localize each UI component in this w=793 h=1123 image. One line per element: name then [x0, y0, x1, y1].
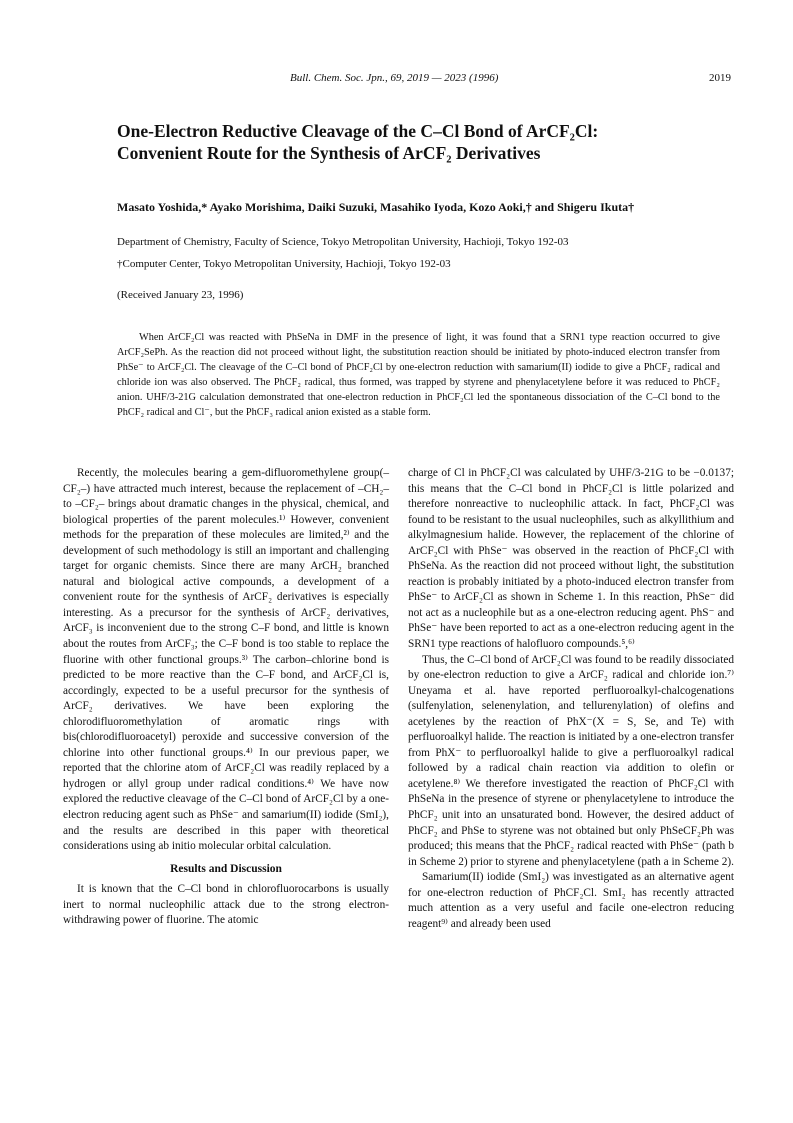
affiliation-2: †Computer Center, Tokyo Metropolitan University, Hachioji, Tokyo 192-03	[117, 258, 451, 270]
title-line-2: Convenient Route for the Synthesis of ArCF₂ Derivatives	[117, 143, 541, 163]
page-number: 2019	[709, 72, 731, 84]
results-paragraph-2: Thus, the C–Cl bond of ArCF₂Cl was found to be readily dissociated by one-electron reduction to give a ArCF₂ radical and chloride ion.⁷⁾ Uneyama et al. have reported perfluoroalkyl-chalcogenations (sulfenylation, selenenylation, and tellurenylation) of olefins and acetylenes by the reaction of PhX⁻(X = S, Se, and Te) with perfluoroalkyl halide. The reaction is initiated by a one-electron transfer from PhX⁻ to perfluoroalkyl halide to give a perfluoroalkyl radical followed by a radical chain reaction via addition to olefin or acetylene.⁸⁾ We therefore investigated the reaction of PhCF₂Cl with PhSeNa in the presence of styrene or phenylacetylene to introduce the PhCF₂ unit into an unsaturated bond. However, the desired adduct of PhCF₂ and PhSe to styrene was not obtained but only PhSeCF₂Ph was produced; this means that the PhCF₂ radical reacted with PhSe⁻ (path b in Scheme 2) prior to styrene and phenylacetylene (path a in Scheme 2).	[408, 653, 735, 868]
results-paragraph-3: Samarium(II) iodide (SmI₂) was investigated as an alternative agent for one-electron reduction of PhCF₂Cl. SmI₂ has recently attracted much attention as a very useful and facile one-electron reducing reagent⁹⁾ and already been used	[408, 871, 734, 930]
results-paragraph-1-continued: charge of Cl in PhCF₂Cl was calculated by UHF/3-21G to be −0.0137; this means that the C–Cl bond in PhCF₂Cl is little polarized and therefore nonreactive to nucleophilic attack. In fact, PhCF₂Cl was found to be resistant to the usual nucleophiles, such as alkyllithium and alkylmagnesium halide. However, the replacement of the chlorine of ArCF₂Cl with PhSe⁻ was observed in the reaction of PhCF₂Cl with PhSeNa. As the reaction did not proceed without light, the substitution reaction is probably initiated by a photo-induced electron transfer from PhSe⁻ to ArCF₂Cl as shown in Scheme 1. In this reaction, PhSe⁻ did not act as a nucleophile but as a one-electron reducing agent. PhS⁻ and PhSe⁻ have been reported to act as a one-electron reducing agent in the SRN1 type reactions of halofluoro compounds.⁵,⁶⁾	[408, 467, 734, 651]
author-list: Masato Yoshida,* Ayako Morishima, Daiki Suzuki, Masahiko Iyoda, Kozo Aoki,† and Shigeru Ikuta†	[117, 200, 635, 214]
left-column	[63, 466, 389, 929]
results-paragraph-1: It is known that the C–Cl bond in chlorofluorocarbons is usually inert to normal nucleophilic attack due to the strong electron-withdrawing power of fluorine. The atomic	[63, 883, 389, 927]
right-column	[408, 466, 734, 932]
abstract: When ArCF₂Cl was reacted with PhSeNa in DMF in the presence of light, it was found that a SRN1 type reaction occurred to give ArCF₂SePh. As the reaction did not proceed without light, the substitution reaction should be initiated by photo-induced electron transfer from PhSe⁻ to ArCF₂Cl. The cleavage of the C–Cl bond of PhCF₂Cl by one-electron reduction with samarium(II) iodide to give a PhCF₂ radical and chloride ion was also observed. The PhCF₂ radical, thus formed, was trapped by styrene and phenylacetylene before it was reduced to PhCF₂ anion. UHF/3-21G calculation demonstrated that one-electron reduction in PhCF₂Cl led the spontaneous dissociation of the C–Cl bond to the PhCF₂ radical and Cl⁻, but the PhCF₃ radical anion existed as a stable form.	[117, 332, 720, 418]
affiliation-1: Department of Chemistry, Faculty of Science, Tokyo Metropolitan University, Hachioji, Tokyo 192-03	[117, 236, 569, 248]
title-line-1: One-Electron Reductive Cleavage of the C–Cl Bond of ArCF₂Cl:	[117, 121, 599, 141]
section-heading: Results and Discussion	[170, 862, 282, 875]
journal-citation: Bull. Chem. Soc. Jpn., 69, 2019 — 2023 (1996)	[290, 72, 499, 84]
article-title	[117, 120, 717, 164]
intro-paragraph: Recently, the molecules bearing a gem-difluoromethylene group(–CF₂–) have attracted much interest, because the replacement of –CH₂– to –CF₂– brings about dramatic changes in the physical, chemical, and biological properties of the parent molecules.¹⁾ However, convenient methods for the preparation of these molecules are limited,²⁾ and the development of such methodology is still an important and challenging target for organic chemists. Since there are many ArCH₂ branched natural and biological active compounds, a development of a convenient route for the synthesis of ArCF₂ derivatives is especially interesting. As a precursor for the synthesis of ArCF₂ derivatives, ArCF₃ is inconvenient due to the strong C–F bond, and little is known about the routes from ArCF₃; the C–F bond is too stable to replace the fluorine with other functional groups.³⁾ The carbon–chlorine bond is predicted to be more reactive than the C–F bond, and ArCF₂Cl is, accordingly, expected to be a useful precursor for the synthesis of ArCF₂ derivatives. We have been exploring the chlorodifluoromethylation of aromatic rings with bis(chlorodifluoroacetyl) peroxide and successive conversion of the chlorine into other functional groups.⁴⁾ In our previous paper, we reported that the chlorine atom of ArCF₂Cl was readily replaced by a hydrogen or allyl group under radical conditions.⁴⁾ We have now explored the reductive cleavage of the C–Cl bond of ArCF₂Cl by a one-electron reducing agent such as PhSe⁻ and samarium(II) iodide (SmI₂), and the results are described in this paper with theoretical considerations using ab initio molecular orbital calculation.	[63, 467, 389, 853]
received-date: (Received January 23, 1996)	[117, 289, 244, 301]
